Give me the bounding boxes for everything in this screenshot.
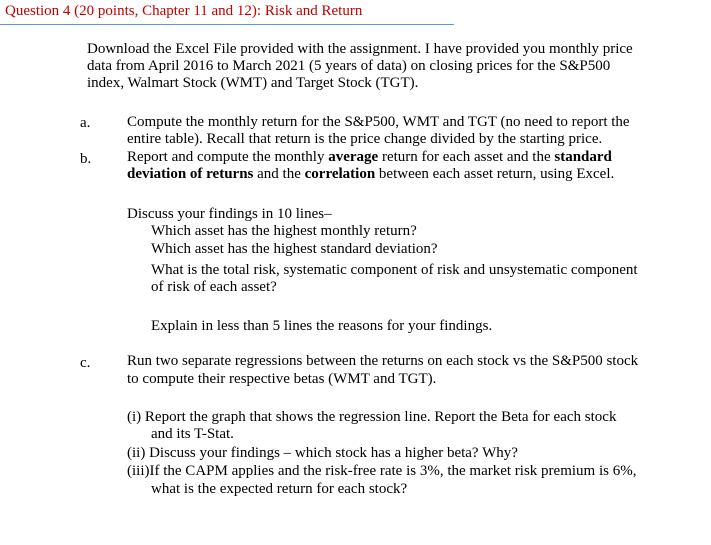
part-b-bold-correlation: correlation (304, 166, 376, 182)
part-b-label: b. (80, 151, 92, 167)
part-c-line-2: to compute their respective betas (WMT and TGT). (127, 371, 437, 387)
discuss-heading: Discuss your findings in 10 lines– (127, 206, 332, 222)
part-a-line-2: entire table). Recall that return is the price change divided by the starting price. (127, 131, 603, 147)
part-c-sub-ii: (ii) Discuss your findings – which stock has a higher beta? Why? (127, 445, 518, 461)
discuss-question-2: Which asset has the highest standard deviation? (151, 241, 438, 257)
part-b-line-2-text-a: and the (253, 166, 305, 182)
part-b-line-1-text-b: return for each asset and the (378, 149, 555, 165)
part-c-sub-iii-cont: what is the expected return for each stock? (151, 481, 408, 497)
part-b-line-1 (127, 149, 612, 166)
title-underline (0, 24, 454, 25)
intro-line-3: index, Walmart Stock (WMT) and Target Stock (TGT). (87, 75, 419, 91)
part-b-bold-deviation: deviation of returns (127, 166, 254, 182)
discuss-question-1: Which asset has the highest monthly return? (151, 223, 417, 239)
part-b-line-2-text-b: between each asset return, using Excel. (375, 166, 615, 182)
part-c-label: c. (80, 355, 91, 371)
part-c-sub-i-cont: and its T-Stat. (151, 426, 234, 442)
intro-line-1: Download the Excel File provided with the assignment. I have provided you monthly price (87, 41, 633, 57)
part-b-bold-standard: standard (554, 149, 612, 165)
discuss-question-3-cont: of risk of each asset? (151, 279, 277, 295)
part-c-sub-iii: (iii)If the CAPM applies and the risk-free rate is 3%, the market risk premium is 6%, (127, 463, 637, 479)
part-b-line-1-text-a: Report and compute the monthly (127, 149, 329, 165)
part-a-label: a. (80, 115, 91, 131)
part-c-line-1: Run two separate regressions between the returns on each stock vs the S&P500 stock (127, 353, 639, 369)
discuss-question-3: What is the total risk, systematic component of risk and unsystematic component (151, 262, 638, 278)
explain-line: Explain in less than 5 lines the reasons for your findings. (151, 318, 493, 334)
question-title: Question 4 (20 points, Chapter 11 and 12): Risk and Return (5, 3, 363, 19)
part-b-bold-average: average (328, 149, 379, 165)
part-a-line-1: Compute the monthly return for the S&P500, WMT and TGT (no need to report the (127, 114, 630, 130)
part-b-line-2 (127, 166, 614, 183)
part-c-sub-i: (i) Report the graph that shows the regression line. Report the Beta for each stock (127, 409, 617, 425)
intro-line-2: data from April 2016 to March 2021 (5 years of data) on closing prices for the S&P500 (87, 58, 611, 74)
